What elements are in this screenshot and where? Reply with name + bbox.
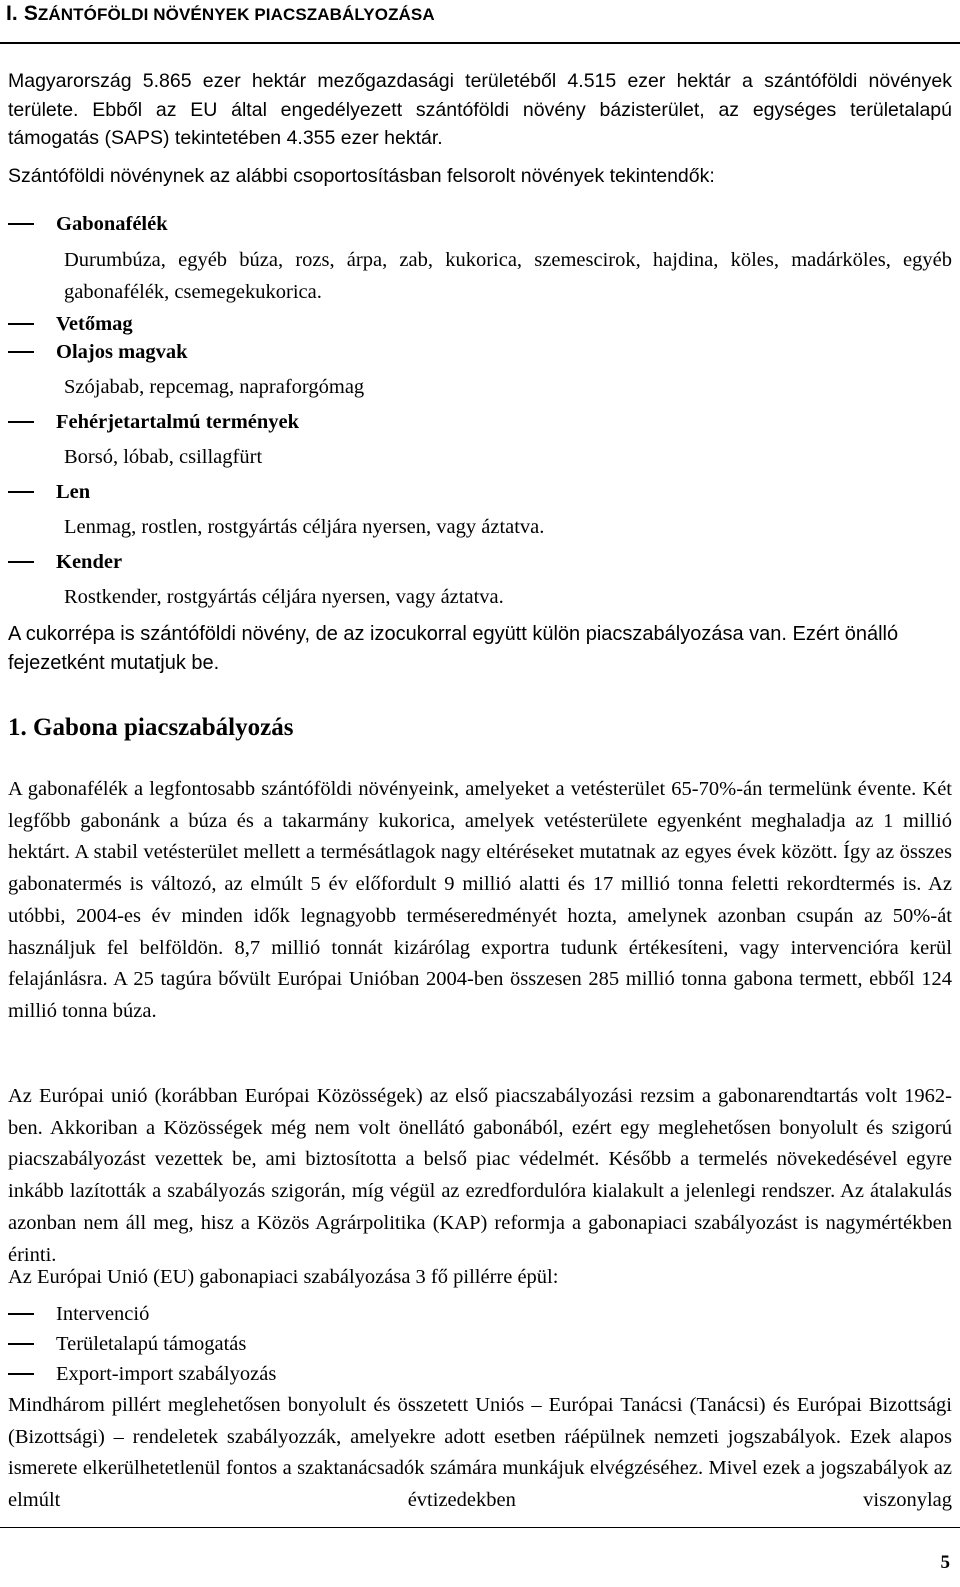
group-detail: Borsó, lóbab, csillagfürt	[64, 446, 263, 468]
pillar-label: Export-import szabályozás	[56, 1363, 277, 1385]
chapter-number: I.	[6, 2, 18, 25]
section-paragraph-2: Az Európai unió (korábban Európai Közösségek) az első piacszabályozási rezsim a gabonarendtartás volt 1962-ben. Akkoriban a Közösségek még nem volt önellátó gabonából, ezért egy meglehetősen bonyolult és szigorú piacszabályozást vezettek be, ami biztosította a belső piac védelmét. Később a termelés növekedésével egyre inkább lazították a szabályozás szigorán, míg végül az ezredfordulóra kialakult a jelenlegi rendszer. Az átalakulás azonban nem áll meg, hisz a Közös Agrárpolitika (KAP) reformja a gabonapiaci szabályozást is nagymértékben érinti.	[8, 1085, 952, 1266]
list-item	[8, 209, 168, 239]
dash-bullet	[8, 323, 34, 325]
list-item	[8, 407, 299, 437]
group-name: Olajos magvak	[56, 341, 188, 363]
group-name: Kender	[56, 551, 123, 573]
list-item	[8, 1359, 276, 1389]
dash-bullet	[8, 561, 34, 563]
list-item	[8, 547, 122, 577]
group-name: Len	[56, 481, 91, 503]
footer-rule	[0, 1527, 960, 1528]
dash-bullet	[8, 1343, 34, 1345]
chapter-title	[6, 2, 435, 26]
sugar-note: A cukorrépa is szántóföldi növény, de az izocukorral együtt külön piacszabályozása van. Ezért önálló fejezetként mutatjuk be.	[8, 623, 899, 674]
dash-bullet	[8, 223, 34, 225]
section-paragraph-1: A gabonafélék a legfontosabb szántóföldi növényeink, amelyeket a vetésterület 65-70%-án termelünk évente. Két legfőbb gabonánk a búza és a takarmány kukorica, amelyek vetésterülete egyenként meghaladja az 1 millió hektárt. A stabil vetésterület mellett a termésátlagok nagy eltéréseket mutatnak az egyes évek között. Így az összes gabonatermés is változó, az elmúlt 5 év előfordult 9 millió alatti és 17 millió tonna feletti rekordtermés is. Az utóbbi, 2004-es év minden idők legnagyobb terméseredményét hozta, amelynek azonban csupán az 50%-át használjuk fel belföldön. 8,7 millió tonnát kizárólag exportra tudunk értékesíteni, vagy intervencióra kerül felajánlásra. A 25 tagúra bővült Európai Unióban 2004-ben összesen 285 millió tonna gabona termett, ebből 124 millió tonna búza.	[8, 778, 952, 1022]
intro-paragraph-1: Magyarország 5.865 ezer hektár mezőgazdasági területéből 4.515 ezer hektár a szántóföldi növények területe. Ebből az EU által engedélyezett szántóföldi növény bázisterület, az egységes területalapú támogatás (SAPS) tekintetében 4.355 ezer hektár.	[8, 70, 952, 149]
group-name: Fehérjetartalmú termények	[56, 411, 300, 433]
intro-block	[8, 67, 952, 190]
group-detail: Lenmag, rostlen, rostgyártás céljára nyersen, vagy áztatva.	[64, 516, 545, 538]
list-item	[8, 337, 188, 367]
group-detail: Rostkender, rostgyártás céljára nyersen, vagy áztatva.	[64, 586, 504, 608]
dash-bullet	[8, 421, 34, 423]
list-item	[8, 309, 133, 339]
dash-bullet	[8, 491, 34, 493]
group-name: Gabonafélék	[56, 213, 168, 235]
list-item	[8, 1329, 246, 1359]
dash-bullet	[8, 351, 34, 353]
section-paragraph-4: Mindhárom pillért meglehetősen bonyolult és összetett Uniós – Európai Tanácsi (Tanácsi) és Európai Bizottsági (Bizottsági) – rendeletek szabályozzák, amelyekre adott esetben ráépülnek nemzeti jogszabályok. Ezek alapos ismerete elkerülhetetlenül fontos a szaktanácsadók számára munkájuk elvégzéséhez. Mivel ezek a jogszabályok az elmúlt évtizedekben viszonylag	[8, 1394, 952, 1512]
group-detail: Durumbúza, egyéb búza, rozs, árpa, zab, kukorica, szemescirok, hajdina, köles, madárköles, egyéb gabonafélék, csemegekukorica.	[64, 249, 952, 303]
page-number: 5	[940, 1552, 950, 1573]
section-heading: 1. Gabona piacszabályozás	[8, 714, 294, 741]
group-name: Vetőmag	[56, 313, 133, 335]
title-underline	[0, 42, 960, 44]
pillar-label: Intervenció	[56, 1303, 150, 1325]
dash-bullet	[8, 1373, 34, 1375]
chapter-title-initial: S	[23, 2, 38, 25]
list-item	[8, 1299, 149, 1329]
section-paragraph-3: Az Európai Unió (EU) gabonapiaci szabályozása 3 fő pillérre épül:	[8, 1266, 559, 1288]
pillar-label: Területalapú támogatás	[56, 1333, 247, 1355]
chapter-title-rest: ZÁNTÓFÖLDI NÖVÉNYEK PIACSZABÁLYOZÁSA	[37, 5, 435, 24]
dash-bullet	[8, 1313, 34, 1315]
list-item	[8, 477, 90, 507]
group-detail: Szójabab, repcemag, napraforgómag	[64, 376, 365, 398]
intro-paragraph-2: Szántóföldi növénynek az alábbi csoportosításban felsorolt növények tekintendők:	[8, 164, 715, 187]
